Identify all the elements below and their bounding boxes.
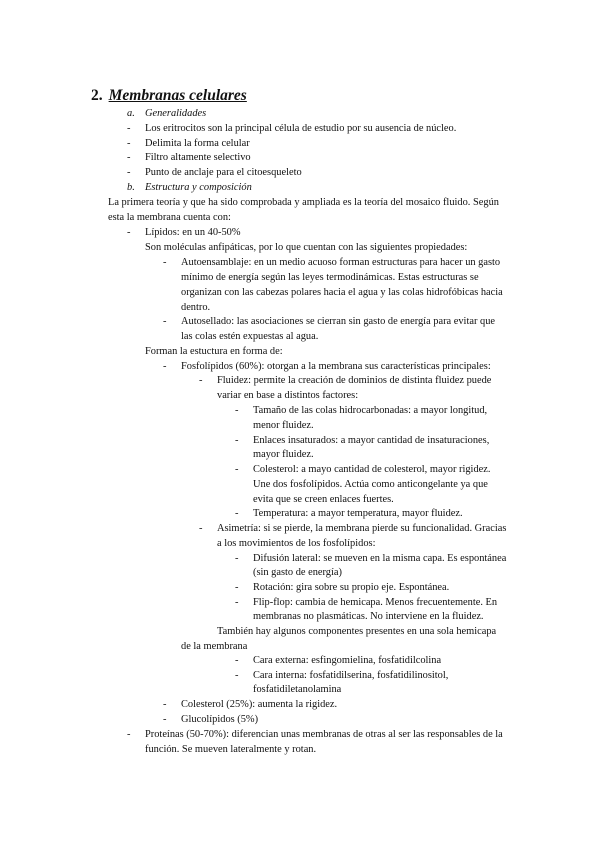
subsection-title: Estructura y composición bbox=[145, 182, 252, 193]
list-item: Fosfolípidos (60%): otorgan a la membrana sus características principales: bbox=[181, 361, 491, 372]
bullet-dash: - bbox=[235, 655, 239, 666]
list-item-continuation: membranas no plasmáticas. No interviene en la fluidez. bbox=[253, 611, 484, 622]
list-item-continuation: función. Se mueven lateralmente y rotan. bbox=[145, 744, 317, 755]
list-item: Colesterol: a mayo cantidad de colesterol, mayor rigidez. bbox=[253, 464, 491, 475]
bullet-dash: - bbox=[127, 167, 131, 178]
bullet-dash: - bbox=[163, 316, 167, 327]
list-item: Flip-flop: cambia de hemicapa. Menos frecuentemente. En bbox=[253, 597, 498, 608]
bullet-dash: - bbox=[127, 729, 131, 740]
list-item: Lípidos: en un 40-50% bbox=[145, 227, 241, 238]
bullet-dash: - bbox=[163, 257, 167, 268]
bullet-dash: - bbox=[199, 375, 203, 386]
list-item-continuation: organizan con las cabezas polares hacia el agua y las colas hidrofóbicas hacia bbox=[181, 287, 503, 298]
list-item: Cara externa: esfingomielina, fosfatidilcolina bbox=[253, 655, 442, 666]
bullet-dash: - bbox=[235, 464, 239, 475]
list-item: Los eritrocitos son la principal célula de estudio por su ausencia de núcleo. bbox=[145, 123, 457, 134]
paragraph-line: Son moléculas anfipáticas, por lo que cuentan con las siguientes propiedades: bbox=[145, 242, 468, 253]
section-heading bbox=[91, 87, 247, 105]
list-item: Colesterol (25%): aumenta la rigidez. bbox=[181, 699, 338, 710]
subsection-marker: b. bbox=[127, 182, 135, 193]
bullet-dash: - bbox=[235, 553, 239, 564]
section-number: 2. bbox=[91, 87, 103, 104]
list-item-continuation: menor fluidez. bbox=[253, 420, 314, 431]
list-item: Delimita la forma celular bbox=[145, 138, 250, 149]
paragraph-line: esta la membrana cuenta con: bbox=[108, 212, 231, 223]
bullet-dash: - bbox=[163, 361, 167, 372]
list-item: Cara interna: fosfatidilserina, fosfatidilinositol, bbox=[253, 670, 449, 681]
list-item-continuation: fosfatidiletanolamina bbox=[253, 684, 342, 695]
list-item-continuation: evita que se creen enlaces fuertes. bbox=[253, 494, 394, 505]
list-item-continuation: (sin gasto de energía) bbox=[253, 567, 342, 578]
list-item: Punto de anclaje para el citoesqueleto bbox=[145, 167, 302, 178]
list-item: Rotación: gira sobre su propio eje. Espontánea. bbox=[253, 582, 450, 593]
subsection-title: Generalidades bbox=[145, 108, 207, 119]
bullet-dash: - bbox=[127, 152, 131, 163]
bullet-dash: - bbox=[163, 714, 167, 725]
bullet-dash: - bbox=[127, 123, 131, 134]
bullet-dash: - bbox=[235, 582, 239, 593]
list-item: Autoensamblaje: en un medio acuoso forman estructuras para hacer un gasto bbox=[181, 257, 501, 268]
list-item: Glucolípidos (5%) bbox=[181, 714, 259, 725]
paragraph-line: de la membrana bbox=[181, 641, 248, 652]
list-item-continuation: mayor fluidez. bbox=[253, 449, 314, 460]
list-item: Autosellado: las asociaciones se cierran sin gasto de energía para evitar que bbox=[181, 316, 496, 327]
list-item: Proteínas (50-70%): diferencian unas membranas de otras al ser las responsables de la bbox=[145, 729, 503, 740]
bullet-dash: - bbox=[235, 435, 239, 446]
list-item: Filtro altamente selectivo bbox=[145, 152, 251, 163]
list-item: Enlaces insaturados: a mayor cantidad de insaturaciones, bbox=[253, 435, 490, 446]
list-item-continuation: variar en base a distintos factores: bbox=[217, 390, 359, 401]
bullet-dash: - bbox=[163, 699, 167, 710]
paragraph-line: También hay algunos componentes presentes en una sola hemicapa bbox=[217, 626, 497, 637]
list-item: Fluidez: permite la creación de dominios de distinta fluidez puede bbox=[217, 375, 492, 386]
bullet-dash: - bbox=[127, 227, 131, 238]
list-item-continuation: las colas estén expuestas al agua. bbox=[181, 331, 319, 342]
list-item: Asimetría: si se pierde, la membrana pierde su funcionalidad. Gracias bbox=[217, 523, 507, 534]
list-item-continuation: Une dos fosfolípidos. Actúa como anticongelante ya que bbox=[253, 479, 488, 490]
list-item-continuation: mínimo de energía según las leyes termodinámicas. Estas estructuras se bbox=[181, 272, 479, 283]
list-item: Difusión lateral: se mueven en la misma capa. Es espontánea bbox=[253, 553, 507, 564]
list-item-continuation: a los movimientos de los fosfolípidos: bbox=[217, 538, 376, 549]
bullet-dash: - bbox=[235, 670, 239, 681]
bullet-dash: - bbox=[235, 405, 239, 416]
list-item: Temperatura: a mayor temperatura, mayor fluidez. bbox=[253, 508, 463, 519]
bullet-dash: - bbox=[199, 523, 203, 534]
section-title: Membranas celulares bbox=[108, 87, 247, 104]
list-item: Tamaño de las colas hidrocarbonadas: a mayor longitud, bbox=[253, 405, 488, 416]
subsection-marker: a. bbox=[127, 108, 135, 119]
paragraph-line: La primera teoría y que ha sido comprobada y ampliada es la teoría del mosaico fluido. Según bbox=[108, 197, 499, 208]
bullet-dash: - bbox=[235, 597, 239, 608]
bullet-dash: - bbox=[127, 138, 131, 149]
paragraph-line: Forman la estuctura en forma de: bbox=[145, 346, 283, 357]
bullet-dash: - bbox=[235, 508, 239, 519]
list-item-continuation: dentro. bbox=[181, 302, 211, 313]
